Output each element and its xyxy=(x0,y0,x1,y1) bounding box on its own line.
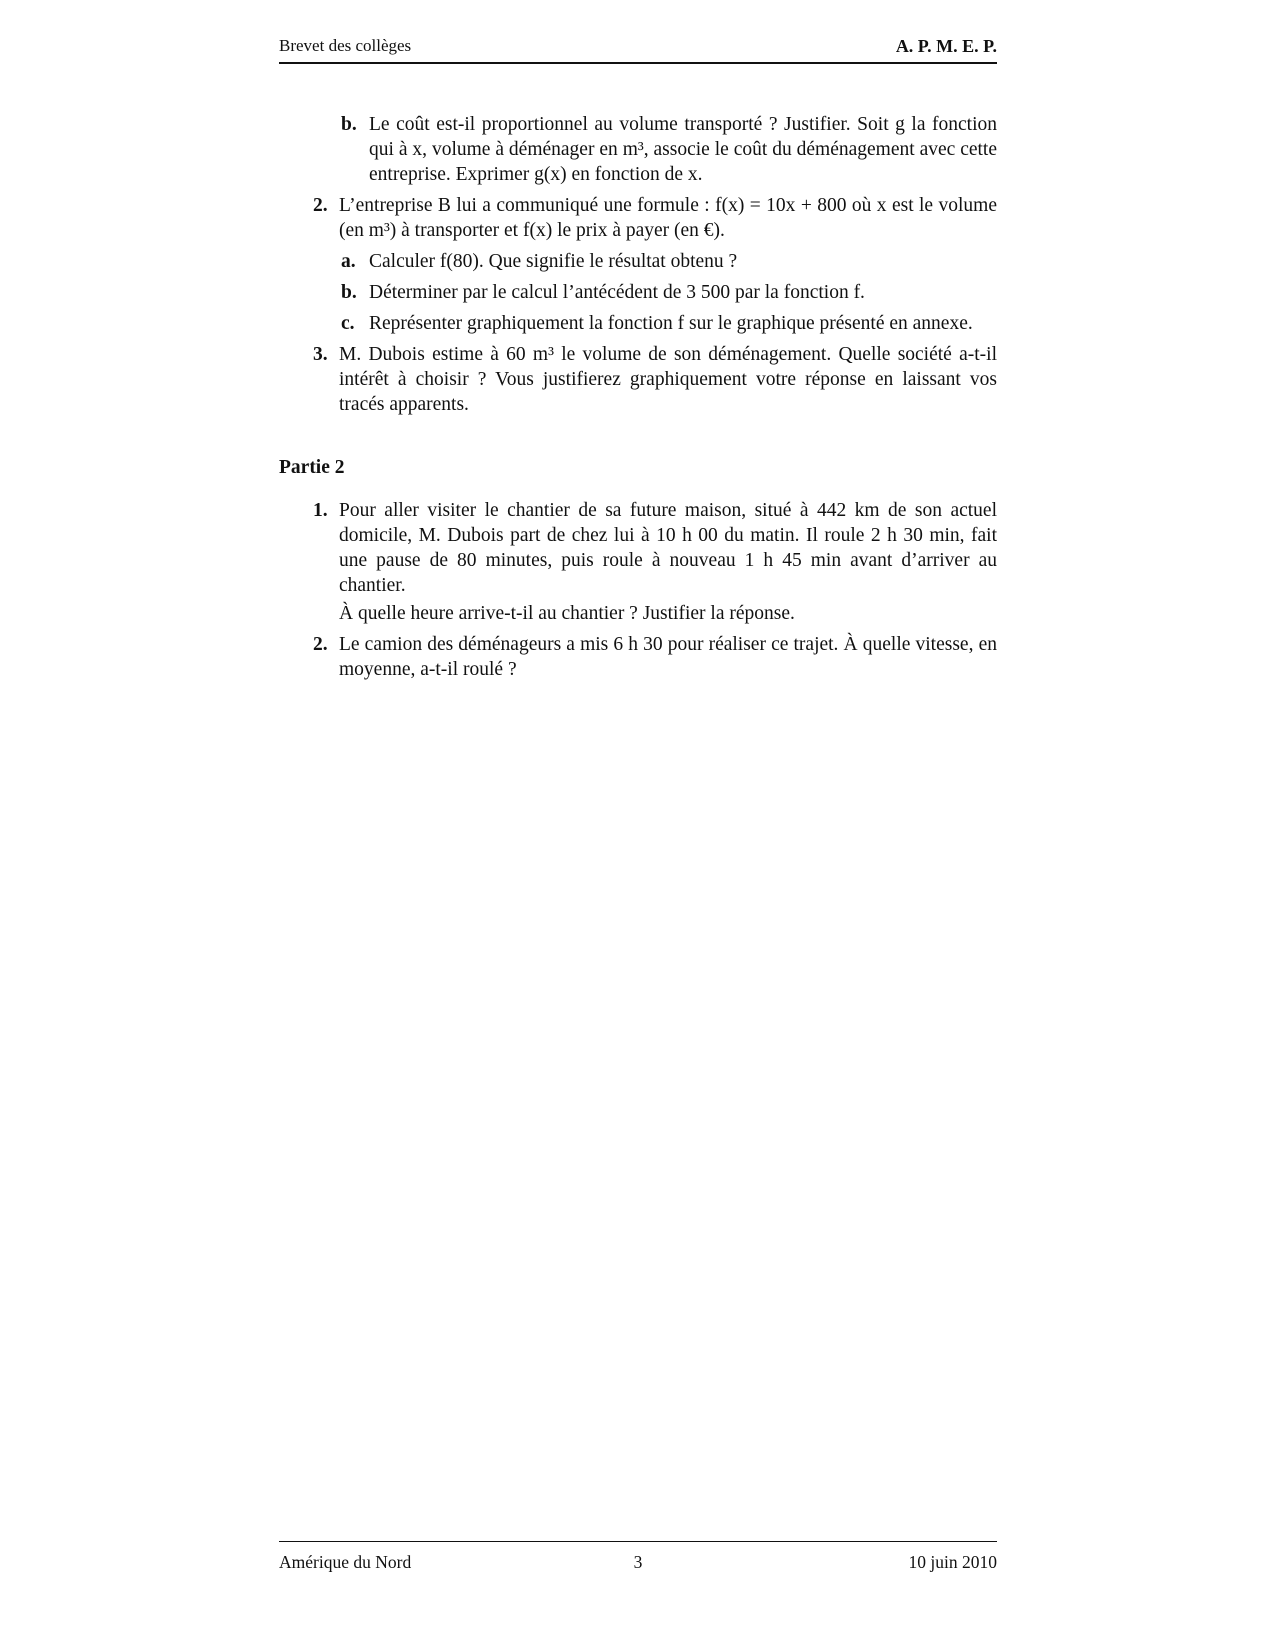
page-header xyxy=(279,34,997,64)
question-p2-2 xyxy=(279,632,997,682)
question-label: 1. xyxy=(313,500,328,521)
question-text: Le camion des déménageurs a mis 6 h 30 pour réaliser ce trajet. À quelle vitesse, en moyenne, a-t-il roulé ? xyxy=(339,634,997,680)
question-label: 3. xyxy=(313,344,328,365)
question-1b xyxy=(279,112,997,187)
question-text: M. Dubois estime à 60 m³ le volume de son déménagement. Quelle société a-t-il intérêt à choisir ? Vous justifierez graphiquement votre réponse en laissant vos tracés apparents. xyxy=(339,344,997,415)
question-label: 2. xyxy=(313,634,328,655)
section-title: Partie 2 xyxy=(279,457,345,478)
question-label: c. xyxy=(341,313,355,334)
question-text: Représenter graphiquement la fonction f sur le graphique présenté en annexe. xyxy=(369,313,973,334)
page-content xyxy=(279,112,997,688)
question-2a xyxy=(279,249,997,274)
header-left: Brevet des collèges xyxy=(279,36,412,55)
footer-date: 10 juin 2010 xyxy=(908,1552,997,1572)
page-footer xyxy=(279,1541,997,1572)
footer-left: Amérique du Nord xyxy=(279,1552,412,1572)
question-2b xyxy=(279,280,997,305)
page-number: 3 xyxy=(633,1552,643,1572)
question-2 xyxy=(279,193,997,243)
question-text: Déterminer par le calcul l’antécédent de 3 500 par la fonction f. xyxy=(369,282,865,303)
question-3 xyxy=(279,342,997,417)
question-text: Calculer f(80). Que signifie le résultat obtenu ? xyxy=(369,251,738,272)
question-label: b. xyxy=(341,114,357,135)
question-label: 2. xyxy=(313,195,328,216)
question-text: L’entreprise B lui a communiqué une formule : f(x) = 10x + 800 où x est le volume (en m³) à transporter et f(x) le prix à payer (en €). xyxy=(339,195,997,241)
question-ask: À quelle heure arrive-t-il au chantier ? Justifier la réponse. xyxy=(339,603,795,624)
question-label: b. xyxy=(341,282,357,303)
question-p2-1 xyxy=(279,498,997,626)
question-label: a. xyxy=(341,251,356,272)
question-text: Le coût est-il proportionnel au volume transporté ? Justifier. Soit g la fonction qui à x, volume à déménager en m³, associe le coût du déménagement avec cette entreprise. Exprimer g(x) en fonction de x. xyxy=(369,114,997,185)
question-text: Pour aller visiter le chantier de sa future maison, situé à 442 km de son actuel domicile, M. Dubois part de chez lui à 10 h 00 du matin. Il roule 2 h 30 min, fait une pause de 80 minutes, puis roule à nouveau 1 h 45 min avant d’arriver au chantier. xyxy=(339,500,997,596)
header-right: A. P. M. E. P. xyxy=(895,36,997,56)
question-2c xyxy=(279,311,997,336)
